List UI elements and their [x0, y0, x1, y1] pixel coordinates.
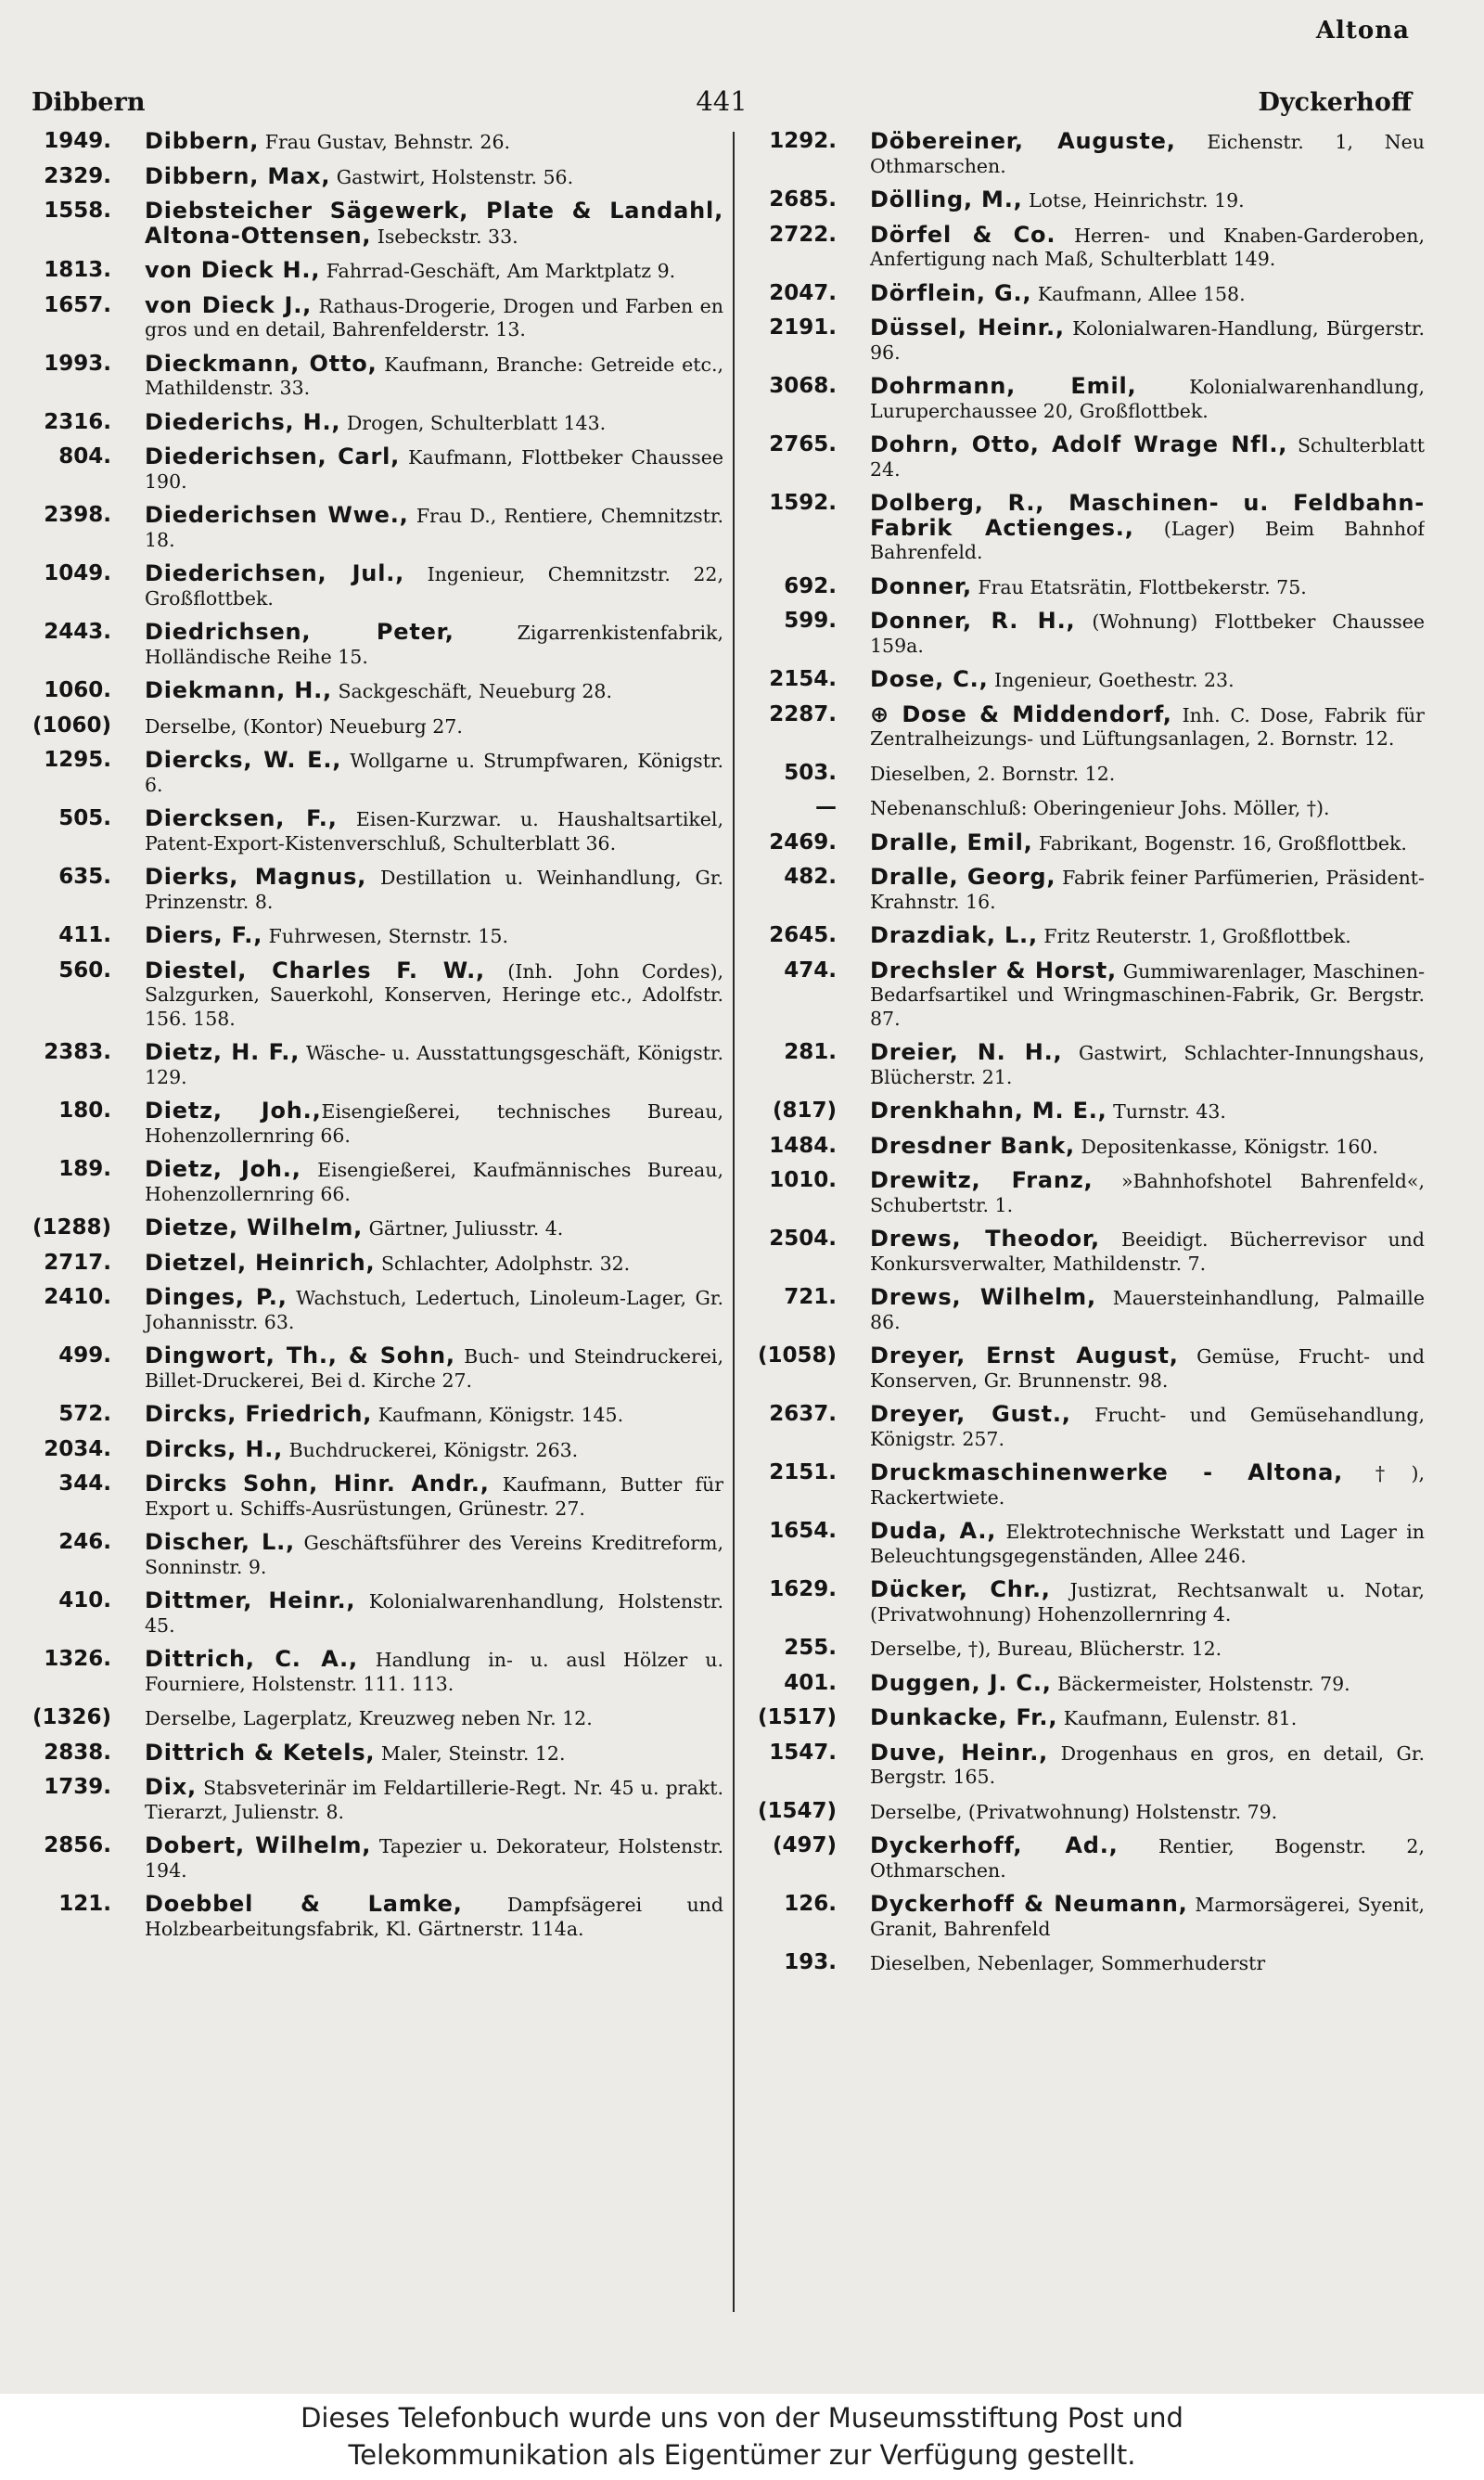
- subscriber-name: Diekmann, H.,: [145, 677, 332, 703]
- phone-number: 1657.: [44, 292, 111, 317]
- phone-number: 2329.: [44, 163, 111, 188]
- directory-entry: [26, 199, 723, 249]
- subscriber-details: Schulterblatt 24.: [870, 434, 1425, 481]
- directory-entry: [751, 316, 1425, 365]
- subscriber-details: Maler, Steinstr. 12.: [375, 1741, 566, 1765]
- subscriber-details: Dieselben, 2. Bornstr. 12.: [870, 762, 1116, 785]
- phone-number: 1484.: [769, 1133, 837, 1158]
- subscriber-name: Dralle, Georg,: [870, 864, 1056, 890]
- subscriber-details: Kaufmann, Allee 158.: [1031, 282, 1246, 305]
- subscriber-details: Fahrrad-Geschäft, Am Marktplatz 9.: [320, 260, 676, 282]
- subscriber-name: Dieckmann, Otto,: [145, 350, 377, 377]
- directory-entry: [26, 1158, 723, 1206]
- subscriber-name: Doebbel & Lamke,: [145, 1891, 463, 1917]
- directory-entry: [751, 700, 1425, 752]
- phone-number: 281.: [784, 1040, 837, 1064]
- subscriber-name: Dibbern,: [145, 130, 260, 154]
- subscriber-details: Derselbe, (Privatwohnung) Holstenstr. 79.: [870, 1800, 1278, 1823]
- subscriber-name: Dörfel & Co.: [870, 221, 1056, 248]
- phone-number: 572.: [58, 1402, 111, 1426]
- directory-entry: [751, 572, 1425, 600]
- phone-number: 1292.: [769, 130, 837, 153]
- phone-number: 2722.: [769, 222, 837, 247]
- subscriber-name: von Dieck H.,: [145, 257, 321, 283]
- directory-entry: [26, 1216, 723, 1241]
- directory-entry: [751, 1741, 1425, 1790]
- subscriber-name: Diercks, W. E.,: [145, 747, 342, 773]
- directory-entry: [751, 1834, 1425, 1882]
- directory-entry: [26, 1286, 723, 1334]
- phone-number: 804.: [58, 444, 111, 469]
- phone-number: 2637.: [769, 1402, 837, 1426]
- subscriber-details: Elektrotechnische Werkstatt und Lager in Beleuchtungsgegenständen, Allee 246.: [870, 1521, 1425, 1567]
- subscriber-details: Geschäftsführer des Vereins Kreditreform, Sonninstr. 9.: [145, 1532, 723, 1578]
- directory-entry: [751, 1520, 1425, 1568]
- subscriber-details: Eisengießerei, technisches Bureau, Hohenzollernring 66.: [145, 1100, 723, 1147]
- subscriber-name: Dresdner Bank,: [870, 1132, 1075, 1159]
- footer-note: [0, 2394, 1484, 2480]
- subscriber-details: Lotse, Heinrichstr. 19.: [1022, 189, 1245, 212]
- directory-entry: [751, 1461, 1425, 1510]
- subscriber-name: Drews, Wilhelm,: [870, 1284, 1096, 1310]
- phone-number: 482.: [784, 865, 837, 889]
- directory-entry: [751, 279, 1425, 307]
- phone-number: 2469.: [769, 829, 837, 855]
- subscriber-name: Dose, C.,: [870, 666, 989, 692]
- phone-number: 505.: [58, 806, 111, 830]
- phone-number: 1592.: [769, 491, 837, 515]
- directory-entry: [751, 1344, 1425, 1393]
- phone-number: (1326): [32, 1705, 111, 1729]
- directory-entry: [26, 1776, 723, 1824]
- subscriber-details: Kaufmann, Flottbeker Chaussee 190.: [145, 446, 723, 493]
- phone-number: 1813.: [44, 258, 111, 282]
- directory-entry: [26, 866, 723, 914]
- subscriber-name: Dobert, Wilhelm,: [145, 1832, 372, 1858]
- page-header: [32, 74, 1412, 121]
- directory-entry: [751, 375, 1425, 423]
- directory-entry: [26, 350, 723, 401]
- subscriber-name: Donner,: [870, 572, 972, 599]
- subscriber-name: Drenkhahn, M. E.,: [870, 1098, 1107, 1124]
- directory-entry: [751, 762, 1425, 787]
- phone-number: 1010.: [769, 1168, 837, 1192]
- subscriber-name: Duggen, J. C.,: [870, 1669, 1052, 1696]
- directory-entry: [26, 959, 723, 1032]
- phone-number: 1654.: [769, 1519, 837, 1543]
- subscriber-details: Herren- und Knaben-Garderoben, Anfertigung nach Maß, Schulterblatt 149.: [870, 224, 1425, 270]
- directory-entry: [751, 1578, 1425, 1626]
- subscriber-details: Fuhrwesen, Sternstr. 15.: [262, 925, 508, 947]
- directory-entry: [751, 1169, 1425, 1217]
- directory-entry: [26, 408, 723, 436]
- directory-entry: [26, 714, 723, 739]
- subscriber-details: Fabrikant, Bogenstr. 16, Großflottbek.: [1032, 831, 1407, 855]
- subscriber-details: Isebeckstr. 33.: [371, 225, 518, 248]
- subscriber-name: Dittrich, C. A.,: [145, 1646, 358, 1672]
- subscriber-name: Dralle, Emil,: [870, 829, 1033, 855]
- directory-entry: [26, 924, 723, 949]
- subscriber-details: Sackgeschäft, Neueburg 28.: [331, 680, 612, 702]
- directory-entry: [751, 1706, 1425, 1731]
- directory-entry: [751, 1132, 1425, 1160]
- subscriber-details: Kaufmann, Eulenstr. 81.: [1057, 1707, 1298, 1729]
- directory-entry: [26, 291, 723, 342]
- phone-number: 635.: [58, 865, 111, 889]
- subscriber-name: Dinges, P.,: [145, 1284, 288, 1310]
- subscriber-name: Dyckerhoff, Ad.,: [870, 1832, 1119, 1858]
- directory-entry: [26, 1099, 723, 1148]
- phone-number: 2685.: [769, 187, 837, 212]
- subscriber-name: Dietz, Joh.,: [145, 1098, 322, 1124]
- subscriber-name: Düssel, Heinr.,: [870, 315, 1065, 341]
- subscriber-details: Wachstuch, Ledertuch, Linoleum-Lager, Gr. Johannisstr. 63.: [145, 1287, 723, 1333]
- subscriber-name: Diederichsen, Jul.,: [145, 560, 405, 586]
- header-first-entry: Dibbern: [32, 88, 146, 117]
- subscriber-details: Rathaus-Drogerie, Drogen und Farben en gros und en detail, Bahrenfelderstr. 13.: [145, 294, 723, 341]
- phone-number: 2287.: [769, 701, 837, 726]
- phone-number: 499.: [58, 1343, 111, 1368]
- subscriber-name: Diederichs, H.,: [145, 408, 341, 435]
- subscriber-name: Dunkacke, Fr.,: [870, 1704, 1058, 1730]
- subscriber-details: Beeidigt. Bücherrevisor und Konkursverwalter, Mathildenstr. 7.: [870, 1228, 1425, 1275]
- subscriber-details: Stabsveterinär im Feldartillerie-Regt. Nr. 45 u. prakt. Tierarzt, Julienstr. 8.: [145, 1777, 723, 1823]
- subscriber-details: Kaufmann, Königstr. 145.: [372, 1404, 624, 1426]
- footer-line-2: Telekommunikation als Eigentümer zur Verfügung gestellt.: [348, 2439, 1136, 2471]
- subscriber-details: Dieselben, Nebenlager, Sommerhuderstr: [870, 1952, 1266, 1974]
- directory-entry: [26, 679, 723, 704]
- directory-entry: [26, 807, 723, 855]
- subscriber-name: Döbereiner, Auguste,: [870, 130, 1176, 154]
- directory-entry: [26, 1706, 723, 1731]
- phone-number: 2410.: [44, 1285, 111, 1309]
- subscriber-details: Derselbe, †), Bureau, Blücherstr. 12.: [870, 1638, 1222, 1660]
- subscriber-name: Donner, R. H.,: [870, 608, 1076, 634]
- phone-number: (817): [772, 1099, 837, 1123]
- subscriber-name: Diercksen, F.,: [145, 805, 338, 831]
- subscriber-name: ⊕ Dose & Middendorf,: [870, 700, 1172, 727]
- footer-line-1: Dieses Telefonbuch wurde uns von der Museumsstiftung Post und: [301, 2402, 1183, 2434]
- directory-entry: [26, 162, 723, 190]
- subscriber-name: Dietz, Joh.,: [145, 1156, 301, 1182]
- phone-number: (1060): [32, 713, 111, 738]
- phone-number: 180.: [58, 1099, 111, 1123]
- header-last-entry: Dyckerhoff: [1258, 88, 1412, 117]
- directory-entry: [751, 610, 1425, 658]
- phone-number: 1993.: [44, 351, 111, 376]
- directory-entry: [751, 831, 1425, 856]
- phone-number: 2765.: [769, 432, 837, 456]
- phone-number: 1326.: [44, 1647, 111, 1671]
- directory-entry: [751, 1893, 1425, 1941]
- subscriber-name: Diebsteicher Sägewerk, Plate & Landahl, Altona-Ottensen,: [145, 198, 723, 249]
- phone-number: (1547): [757, 1798, 837, 1823]
- directory-entry: [751, 1041, 1425, 1089]
- directory-entry: [751, 221, 1425, 272]
- directory-entry: [751, 924, 1425, 949]
- subscriber-details: Eisen-Kurzwar. u. Haushaltsartikel, Patent-Export-Kistenverschluß, Schulterblatt 36.: [145, 808, 723, 855]
- phone-number: 193.: [784, 1950, 837, 1974]
- directory-entry: [751, 1669, 1425, 1697]
- subscriber-details: Kolonialwarenhandlung, Holstenstr. 45.: [145, 1590, 723, 1637]
- subscriber-details: Turnstr. 43.: [1107, 1100, 1226, 1123]
- phone-number: —: [815, 795, 837, 819]
- subscriber-name: Diestel, Charles F. W.,: [145, 957, 485, 983]
- phone-number: 3068.: [769, 374, 837, 398]
- subscriber-details: Gemüse, Frucht- und Konserven, Gr. Brunnenstr. 98.: [870, 1345, 1425, 1392]
- phone-number: 410.: [58, 1588, 111, 1613]
- subscriber-details: Schlachter, Adolphstr. 32.: [375, 1252, 631, 1275]
- subscriber-name: von Dieck J.,: [145, 291, 313, 318]
- directory-entry: [26, 1403, 723, 1428]
- subscriber-name: Dücker, Chr.,: [870, 1576, 1051, 1602]
- directory-entry: [26, 130, 723, 155]
- phone-number: 503.: [784, 760, 837, 785]
- subscriber-details: Marmorsägerei, Syenit, Granit, Bahrenfeld: [870, 1894, 1425, 1940]
- place-name: Altona: [1315, 17, 1410, 45]
- directory-entry: [26, 1531, 723, 1579]
- directory-entry: [751, 492, 1425, 565]
- subscriber-details: Ingenieur, Goethestr. 23.: [988, 669, 1235, 691]
- phone-number: 255.: [784, 1636, 837, 1660]
- subscriber-details: Dampfsägerei und Holzbearbeitungsfabrik, Kl. Gärtnerstr. 114a.: [145, 1894, 723, 1940]
- directory-entry: [26, 1344, 723, 1393]
- subscriber-details: Bäckermeister, Holstenstr. 79.: [1051, 1672, 1350, 1695]
- subscriber-details: (Wohnung) Flottbeker Chaussee 159a.: [870, 610, 1425, 657]
- subscriber-details: Eisengießerei, Kaufmännisches Bureau, Hohenzollernring 66.: [145, 1159, 723, 1205]
- phone-number: (1288): [32, 1215, 111, 1240]
- subscriber-details: Handlung in- u. ausl Hölzer u. Fourniere, Holstenstr. 111. 113.: [145, 1649, 723, 1695]
- phone-number: (1517): [757, 1705, 837, 1729]
- subscriber-details: Frau Gustav, Behnstr. 26.: [259, 131, 510, 153]
- subscriber-details: Ingenieur, Chemnitzstr. 22, Großflottbek.: [145, 563, 723, 610]
- directory-entry: [751, 668, 1425, 693]
- directory-entry: [26, 1589, 723, 1638]
- phone-number: 121.: [58, 1892, 111, 1916]
- directory-entry: [751, 1403, 1425, 1451]
- subscriber-details: Rentier, Bogenstr. 2, Othmarschen.: [870, 1835, 1425, 1882]
- phone-number: 2034.: [44, 1436, 111, 1461]
- phone-number: 1949.: [44, 130, 111, 153]
- subscriber-name: Discher, L.,: [145, 1529, 295, 1555]
- phone-number: 560.: [58, 957, 111, 983]
- directory-entry: [26, 562, 723, 610]
- directory-entry: [751, 1099, 1425, 1124]
- subscriber-name: Dittrich & Ketels,: [145, 1739, 376, 1766]
- phone-number: 2838.: [44, 1740, 111, 1765]
- page-number: 441: [696, 85, 748, 117]
- subscriber-name: Diederichsen Wwe.,: [145, 502, 409, 528]
- subscriber-name: Diederichsen, Carl,: [145, 443, 401, 469]
- subscriber-details: Eichenstr. 1, Neu Othmarschen.: [870, 131, 1425, 177]
- subscriber-details: Gummiwarenlager, Maschinen-Bedarfsartikel und Wringmaschinen-Fabrik, Gr. Bergstr. 87.: [870, 959, 1425, 1030]
- subscriber-name: Dircks, H.,: [145, 1435, 284, 1462]
- phone-number: 2645.: [769, 923, 837, 947]
- directory-entry: [26, 621, 723, 669]
- phone-number: 2443.: [44, 620, 111, 644]
- subscriber-details: Zigarrenkistenfabrik, Holländische Reihe 15.: [145, 622, 723, 668]
- phone-number: 2316.: [44, 409, 111, 434]
- subscriber-details: (Lager) Beim Bahnhof Bahrenfeld.: [870, 517, 1425, 563]
- phone-number: 126.: [784, 1892, 837, 1916]
- subscriber-name: Dörflein, G.,: [870, 279, 1032, 306]
- subscriber-details: Kolonialwarenhandlung, Luruperchaussee 20, Großflottbek.: [870, 376, 1425, 422]
- subscriber-name: Dierks, Magnus,: [145, 864, 367, 890]
- directory-entry: [751, 130, 1425, 178]
- subscriber-name: Drewitz, Franz,: [870, 1167, 1094, 1193]
- phone-number: 2504.: [769, 1227, 837, 1251]
- subscriber-details: Frau D., Rentiere, Chemnitzstr. 18.: [145, 505, 723, 551]
- directory-entry: [26, 1741, 723, 1767]
- subscriber-name: Dolberg, R., Maschinen- u. Feldbahn-Fabrik Actienges.,: [870, 490, 1425, 541]
- directory-entry: [751, 1637, 1425, 1662]
- phone-number: 2047.: [769, 280, 837, 305]
- subscriber-name: Dix,: [145, 1774, 197, 1800]
- subscriber-name: Dietzel, Heinrich,: [145, 1249, 376, 1276]
- subscriber-details: Nebenanschluß: Oberingenieur Johs. Möller, †).: [870, 797, 1330, 819]
- directory-entry: [26, 1893, 723, 1941]
- directory-entry: [26, 504, 723, 552]
- subscriber-details: Kolonialwaren-Handlung, Bürgerstr. 96.: [870, 317, 1425, 364]
- subscriber-details: Gastwirt, Holstenstr. 56.: [330, 165, 574, 188]
- subscriber-details: Kaufmann, Butter für Export u. Schiffs-Ausrüstungen, Grünestr. 27.: [145, 1473, 723, 1520]
- subscriber-details: Gastwirt, Schlachter-Innungshaus, Blücherstr. 21.: [870, 1042, 1425, 1088]
- subscriber-details: Depositenkasse, Königstr. 160.: [1074, 1135, 1378, 1158]
- directory-entry: [751, 1286, 1425, 1334]
- directory-entry: [26, 1249, 723, 1277]
- phone-number: 2151.: [769, 1460, 837, 1484]
- directory-entry: [26, 1648, 723, 1696]
- left-column: [26, 130, 723, 2319]
- subscriber-name: Dingwort, Th., & Sohn,: [145, 1343, 455, 1368]
- subscriber-details: (Inh. John Cordes), Salzgurken, Sauerkohl, Konserven, Heringe etc., Adolfstr. 156. 158.: [145, 959, 723, 1030]
- subscriber-details: †), Rackertwiete.: [870, 1462, 1425, 1509]
- directory-entry: [751, 188, 1425, 213]
- subscriber-name: Duve, Heinr.,: [870, 1739, 1049, 1766]
- subscriber-details: Wäsche- u. Ausstattungsgeschäft, Königstr. 129.: [145, 1042, 723, 1088]
- right-column: [751, 130, 1425, 2319]
- directory-entry: [26, 1834, 723, 1882]
- directory-entry: [26, 259, 723, 284]
- subscriber-name: Duda, A.,: [870, 1518, 997, 1544]
- directory-entry: [26, 1435, 723, 1463]
- subscriber-name: Dietze, Wilhelm,: [145, 1214, 364, 1240]
- phone-number: 246.: [58, 1530, 111, 1554]
- phone-number: 692.: [784, 573, 837, 598]
- subscriber-details: Mauersteinhandlung, Palmaille 86.: [870, 1287, 1425, 1333]
- subscriber-details: Gärtner, Juliusstr. 4.: [363, 1217, 564, 1240]
- subscriber-name: Dreyer, Ernst August,: [870, 1343, 1179, 1368]
- directory-entry: [26, 749, 723, 797]
- phone-number: 1295.: [44, 748, 111, 772]
- subscriber-details: Frau Etatsrätin, Flottbekerstr. 75.: [971, 575, 1307, 598]
- subscriber-name: Diedrichsen, Peter,: [145, 619, 454, 645]
- subscriber-name: Dibbern, Max,: [145, 162, 331, 189]
- subscriber-details: Tapezier u. Dekorateur, Holstenstr. 194.: [145, 1835, 723, 1882]
- subscriber-details: Drogenhaus en gros, en detail, Gr. Bergstr. 165.: [870, 1741, 1425, 1788]
- directory-entry: [26, 1472, 723, 1521]
- subscriber-details: Wollgarne u. Strumpfwaren, Königstr. 6.: [145, 750, 723, 796]
- subscriber-details: Fritz Reuterstr. 1, Großflottbek.: [1037, 925, 1351, 947]
- subscriber-name: Drews, Theodor,: [870, 1226, 1100, 1252]
- subscriber-details: Derselbe, Lagerplatz, Kreuzweg neben Nr. 12.: [145, 1707, 593, 1729]
- phone-number: 1558.: [44, 199, 111, 223]
- subscriber-name: Dietz, H. F.,: [145, 1039, 301, 1065]
- subscriber-details: Fabrik feiner Parfümerien, Präsident-Krahnstr. 16.: [870, 867, 1425, 913]
- subscriber-name: Dohrmann, Emil,: [870, 373, 1137, 399]
- subscriber-details: Derselbe, (Kontor) Neueburg 27.: [145, 714, 463, 738]
- subscriber-details: »Bahnhofshotel Bahrenfeld«, Schubertstr. 1.: [870, 1170, 1425, 1216]
- phone-number: 411.: [58, 923, 111, 947]
- subscriber-details: Kaufmann, Branche: Getreide etc., Mathildenstr. 33.: [145, 353, 723, 399]
- phone-number: 1739.: [44, 1775, 111, 1799]
- phone-number: 2154.: [769, 667, 837, 691]
- phone-number: 474.: [784, 957, 837, 983]
- phone-number: (1058): [757, 1343, 837, 1368]
- subscriber-details: Justizrat, Rechtsanwalt u. Notar, (Privatwohnung) Hohenzollernring 4.: [870, 1579, 1425, 1625]
- directory-entry: [751, 1800, 1425, 1825]
- directory-entry: [751, 433, 1425, 482]
- subscriber-name: Druckmaschinenwerke - Altona,: [870, 1459, 1344, 1485]
- phone-number: 1547.: [769, 1740, 837, 1765]
- subscriber-name: Dittmer, Heinr.,: [145, 1587, 356, 1613]
- subscriber-name: Dreyer, Gust.,: [870, 1401, 1071, 1427]
- phone-number: 2856.: [44, 1833, 111, 1857]
- subscriber-name: Dyckerhoff & Neumann,: [870, 1891, 1188, 1917]
- directory-entry: [26, 445, 723, 494]
- subscriber-name: Diers, F.,: [145, 922, 263, 948]
- phone-number: 189.: [58, 1157, 111, 1181]
- phone-number: (497): [772, 1833, 837, 1857]
- phone-number: 2383.: [44, 1040, 111, 1064]
- subscriber-details: Frucht- und Gemüsehandlung, Königstr. 257.: [870, 1404, 1425, 1450]
- subscriber-details: Inh. C. Dose, Fabrik für Zentralheizungs- und Lüftungsanlagen, 2. Bornstr. 12.: [870, 703, 1425, 750]
- subscriber-name: Dohrn, Otto, Adolf Wrage Nfl.,: [870, 431, 1288, 457]
- subscriber-name: Dircks, Friedrich,: [145, 1401, 373, 1427]
- directory-entry: [26, 1041, 723, 1089]
- subscriber-details: Drogen, Schulterblatt 143.: [340, 411, 607, 434]
- subscriber-name: Drechsler & Horst,: [870, 957, 1117, 983]
- directory-entry: [751, 1951, 1425, 1976]
- subscriber-details: Buch- und Steindruckerei, Billet-Druckerei, Bei d. Kirche 27.: [145, 1345, 723, 1392]
- subscriber-name: Dreier, N. H.,: [870, 1039, 1063, 1065]
- phone-number: 2717.: [44, 1250, 111, 1275]
- phone-number: 599.: [784, 609, 837, 633]
- phone-number: 1060.: [44, 678, 111, 702]
- phone-number: 2191.: [769, 315, 837, 340]
- directory-entry: [751, 1227, 1425, 1276]
- subscriber-details: Buchdruckerei, Königstr. 263.: [283, 1438, 579, 1461]
- column-divider: [733, 132, 735, 2312]
- directory-entry: [751, 959, 1425, 1032]
- phone-number: 344.: [58, 1471, 111, 1496]
- subscriber-name: Dircks Sohn, Hinr. Andr.,: [145, 1471, 490, 1497]
- subscriber-name: Dölling, M.,: [870, 186, 1023, 212]
- phone-number: 721.: [784, 1285, 837, 1309]
- subscriber-name: Drazdiak, L.,: [870, 922, 1038, 948]
- directory-entry: [751, 796, 1425, 821]
- phone-number: 2398.: [44, 503, 111, 527]
- subscriber-details: Destillation u. Weinhandlung, Gr. Prinzenstr. 8.: [145, 867, 723, 913]
- phone-number: 401.: [784, 1670, 837, 1695]
- phone-number: 1629.: [769, 1577, 837, 1601]
- directory-entry: [751, 866, 1425, 914]
- phone-number: 1049.: [44, 561, 111, 585]
